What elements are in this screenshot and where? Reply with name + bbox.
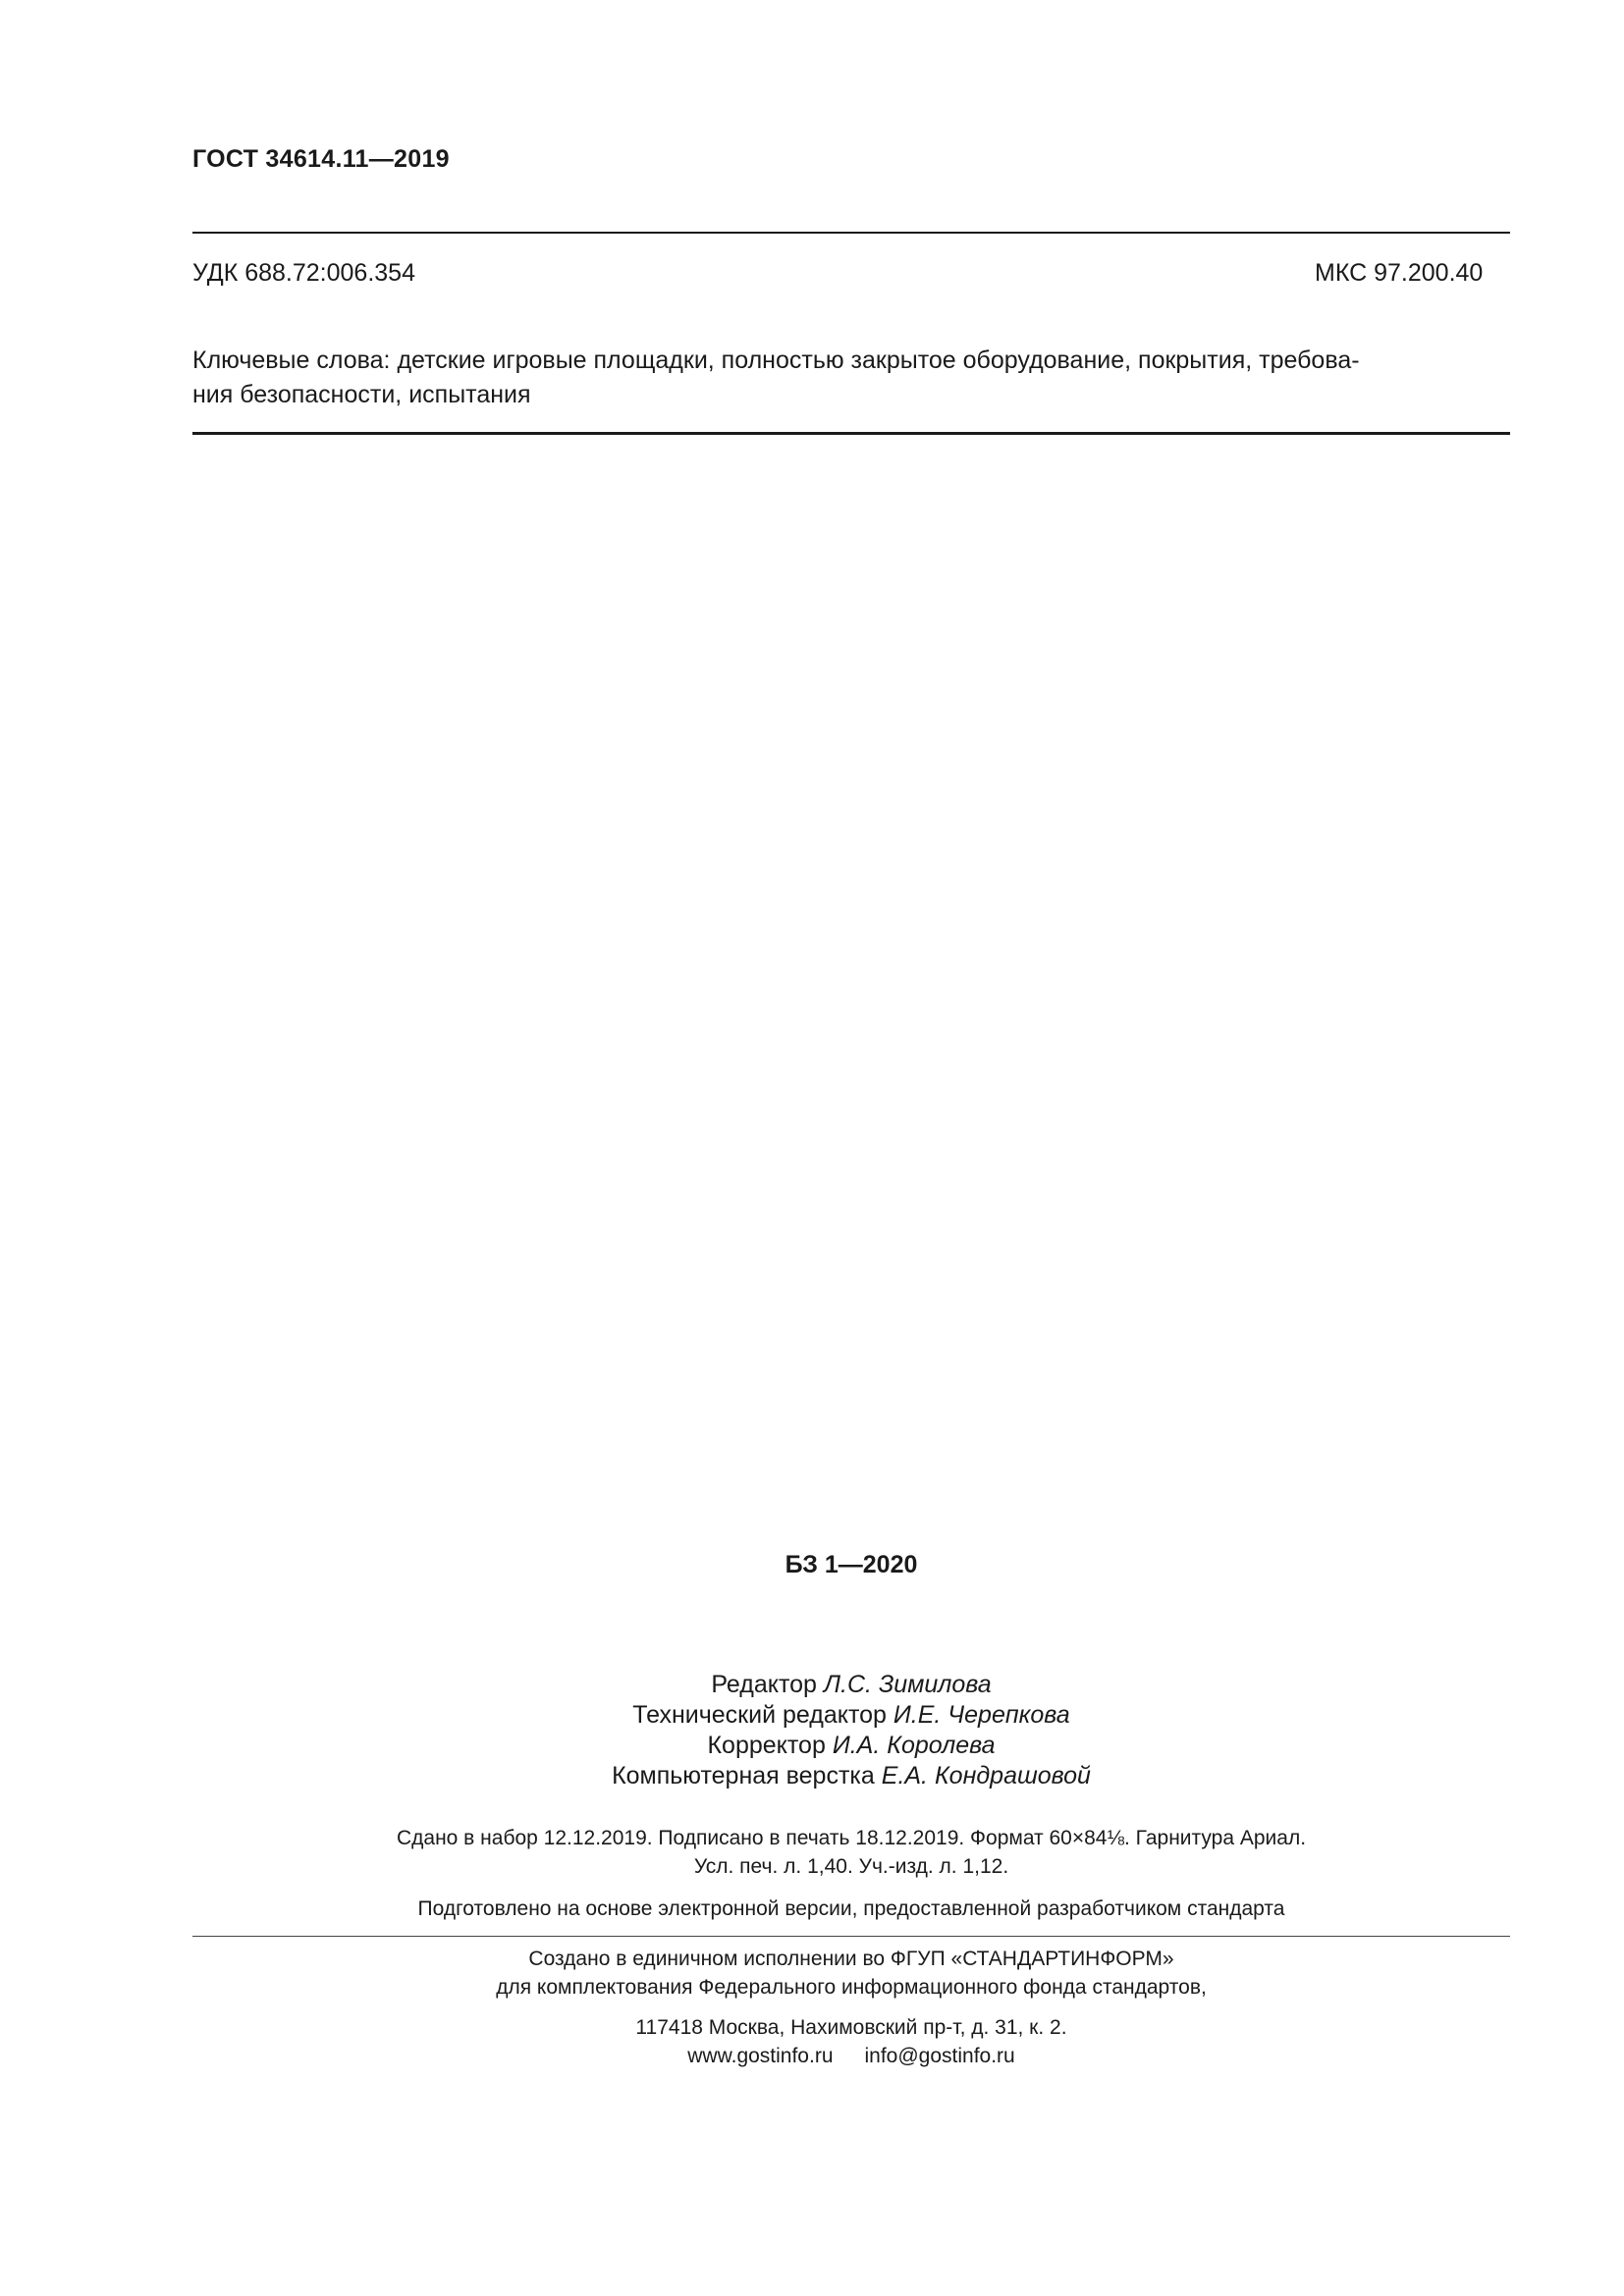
mks-code: МКС 97.200.40 — [1315, 259, 1484, 287]
credit-role: Корректор — [707, 1732, 826, 1759]
print-info-line-1: Сдано в набор 12.12.2019. Подписано в печать 18.12.2019. Формат 60×84⅛. Гарнитура Ариал. — [396, 1827, 1307, 1849]
credit-technical-editor — [0, 1700, 1624, 1731]
publisher-line-1: Создано в единичном исполнении во ФГУП «СТАНДАРТИНФОРМ» — [528, 1948, 1174, 1970]
publisher-divider — [192, 1936, 1510, 1937]
website-link[interactable]: www.gostinfo.ru — [687, 2045, 834, 2067]
top-divider — [192, 232, 1510, 234]
publisher-line-2: для комплектования Федерального информационного фонда стандартов, — [496, 1976, 1207, 1999]
keywords-divider — [192, 432, 1510, 435]
address-line: 117418 Москва, Нахимовский пр-т, д. 31, к. 2. — [635, 2016, 1067, 2039]
credit-proofreader — [0, 1731, 1624, 1761]
prepared-note — [0, 1897, 1624, 1921]
credit-editor — [0, 1670, 1624, 1700]
contacts-line — [0, 2042, 1624, 2070]
credit-person: Л.С. Зимилова — [823, 1671, 992, 1698]
credit-role: Технический редактор — [632, 1701, 887, 1729]
udk-code: УДК 688.72:006.354 — [192, 259, 415, 287]
credit-role: Редактор — [711, 1671, 817, 1698]
credit-person: И.Е. Черепкова — [893, 1701, 1070, 1729]
prepared-text: Подготовлено на основе электронной версии, предоставленной разработчиком стандарта — [417, 1897, 1285, 1920]
address-block — [0, 2013, 1624, 2070]
email-link[interactable]: info@gostinfo.ru — [864, 2045, 1015, 2067]
print-info-block — [0, 1824, 1624, 1881]
credit-person: И.А. Королева — [832, 1732, 996, 1759]
keywords-line-2: ния безопасности, испытания — [192, 381, 531, 408]
credit-role: Компьютерная верстка — [612, 1762, 875, 1789]
print-info-line-2: Усл. печ. л. 1,40. Уч.-изд. л. 1,12. — [693, 1855, 1009, 1878]
credits-block — [0, 1670, 1624, 1791]
keywords-line-1: Ключевые слова: детские игровые площадки, полностью закрытое оборудование, покрытия, требова- — [192, 347, 1360, 374]
bz-number: БЗ 1—2020 — [785, 1551, 918, 1578]
credit-layout — [0, 1761, 1624, 1791]
publisher-block — [0, 1945, 1624, 2002]
keywords-block — [192, 344, 1510, 412]
credit-person: Е.А. Кондрашовой — [881, 1762, 1091, 1789]
document-code: ГОСТ 34614.11—2019 — [192, 145, 450, 173]
